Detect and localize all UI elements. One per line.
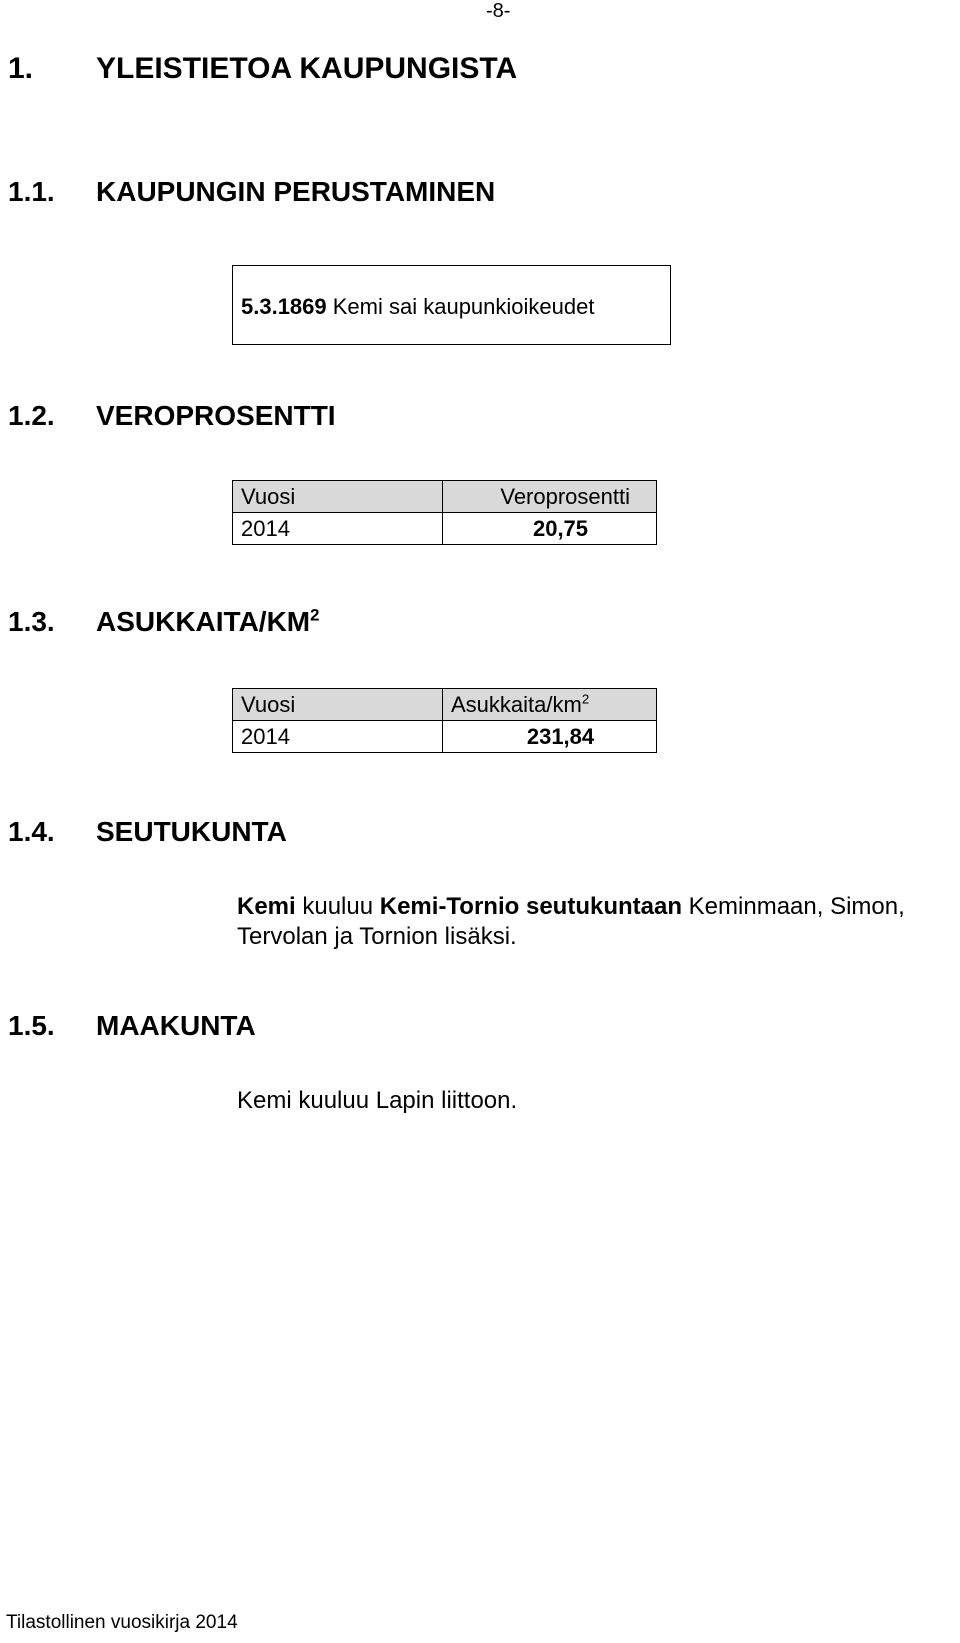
section-number: 1.5. [8, 1010, 55, 1041]
table-row [233, 513, 657, 545]
cell-tax-rate: 20,75 [443, 513, 657, 545]
main-heading-text: YLEISTIETOA KAUPUNGISTA [96, 52, 518, 85]
section-number: 1.3. [8, 606, 55, 637]
section-title: MAAKUNTA [96, 1010, 256, 1041]
region-paragraph [237, 892, 905, 952]
paragraph-line-2: Tervolan ja Tornion lisäksi. [237, 923, 517, 950]
founding-description: Kemi sai kaupunkioikeudet [326, 294, 595, 319]
cell-year: 2014 [233, 721, 443, 753]
paragraph-text: kuuluu [295, 893, 380, 920]
tax-rate-table [232, 480, 657, 545]
section-title: VEROPROSENTTI [96, 400, 336, 431]
paragraph-text: Keminmaan, Simon, [682, 893, 905, 920]
main-heading-number: 1. [8, 52, 34, 85]
header-density [443, 689, 657, 721]
table-header-row [233, 481, 657, 513]
table-row [233, 721, 657, 753]
section-title: KAUPUNGIN PERUSTAMINEN [96, 176, 496, 207]
page-footer: Tilastollinen vuosikirja 2014 [6, 1612, 238, 1633]
header-year: Vuosi [233, 689, 443, 721]
bold-kemi: Kemi [237, 893, 296, 920]
population-density-table [232, 688, 657, 753]
header-tax-rate: Veroprosentti [443, 481, 657, 513]
cell-density: 231,84 [443, 721, 657, 753]
section-number: 1.1. [8, 176, 55, 207]
section-number: 1.4. [8, 816, 55, 847]
header-year: Vuosi [233, 481, 443, 513]
section-title-text: ASUKKAITA/KM [96, 606, 311, 637]
section-title [96, 606, 319, 638]
page-number: -8- [486, 0, 511, 22]
table-header-row [233, 689, 657, 721]
founding-text [241, 294, 594, 320]
section-title: SEUTUKUNTA [96, 816, 287, 847]
founding-date-box [232, 265, 671, 345]
paragraph-line-1 [237, 892, 905, 922]
section-number: 1.2. [8, 400, 55, 431]
founding-date: 5.3.1869 [241, 294, 327, 319]
province-paragraph: Kemi kuuluu Lapin liittoon. [237, 1087, 518, 1114]
header-density-superscript: 2 [581, 691, 590, 707]
header-density-text: Asukkaita/km [451, 691, 582, 717]
section-title-superscript: 2 [310, 605, 320, 625]
cell-year: 2014 [233, 513, 443, 545]
bold-region: Kemi-Tornio seutukuntaan [379, 893, 682, 920]
